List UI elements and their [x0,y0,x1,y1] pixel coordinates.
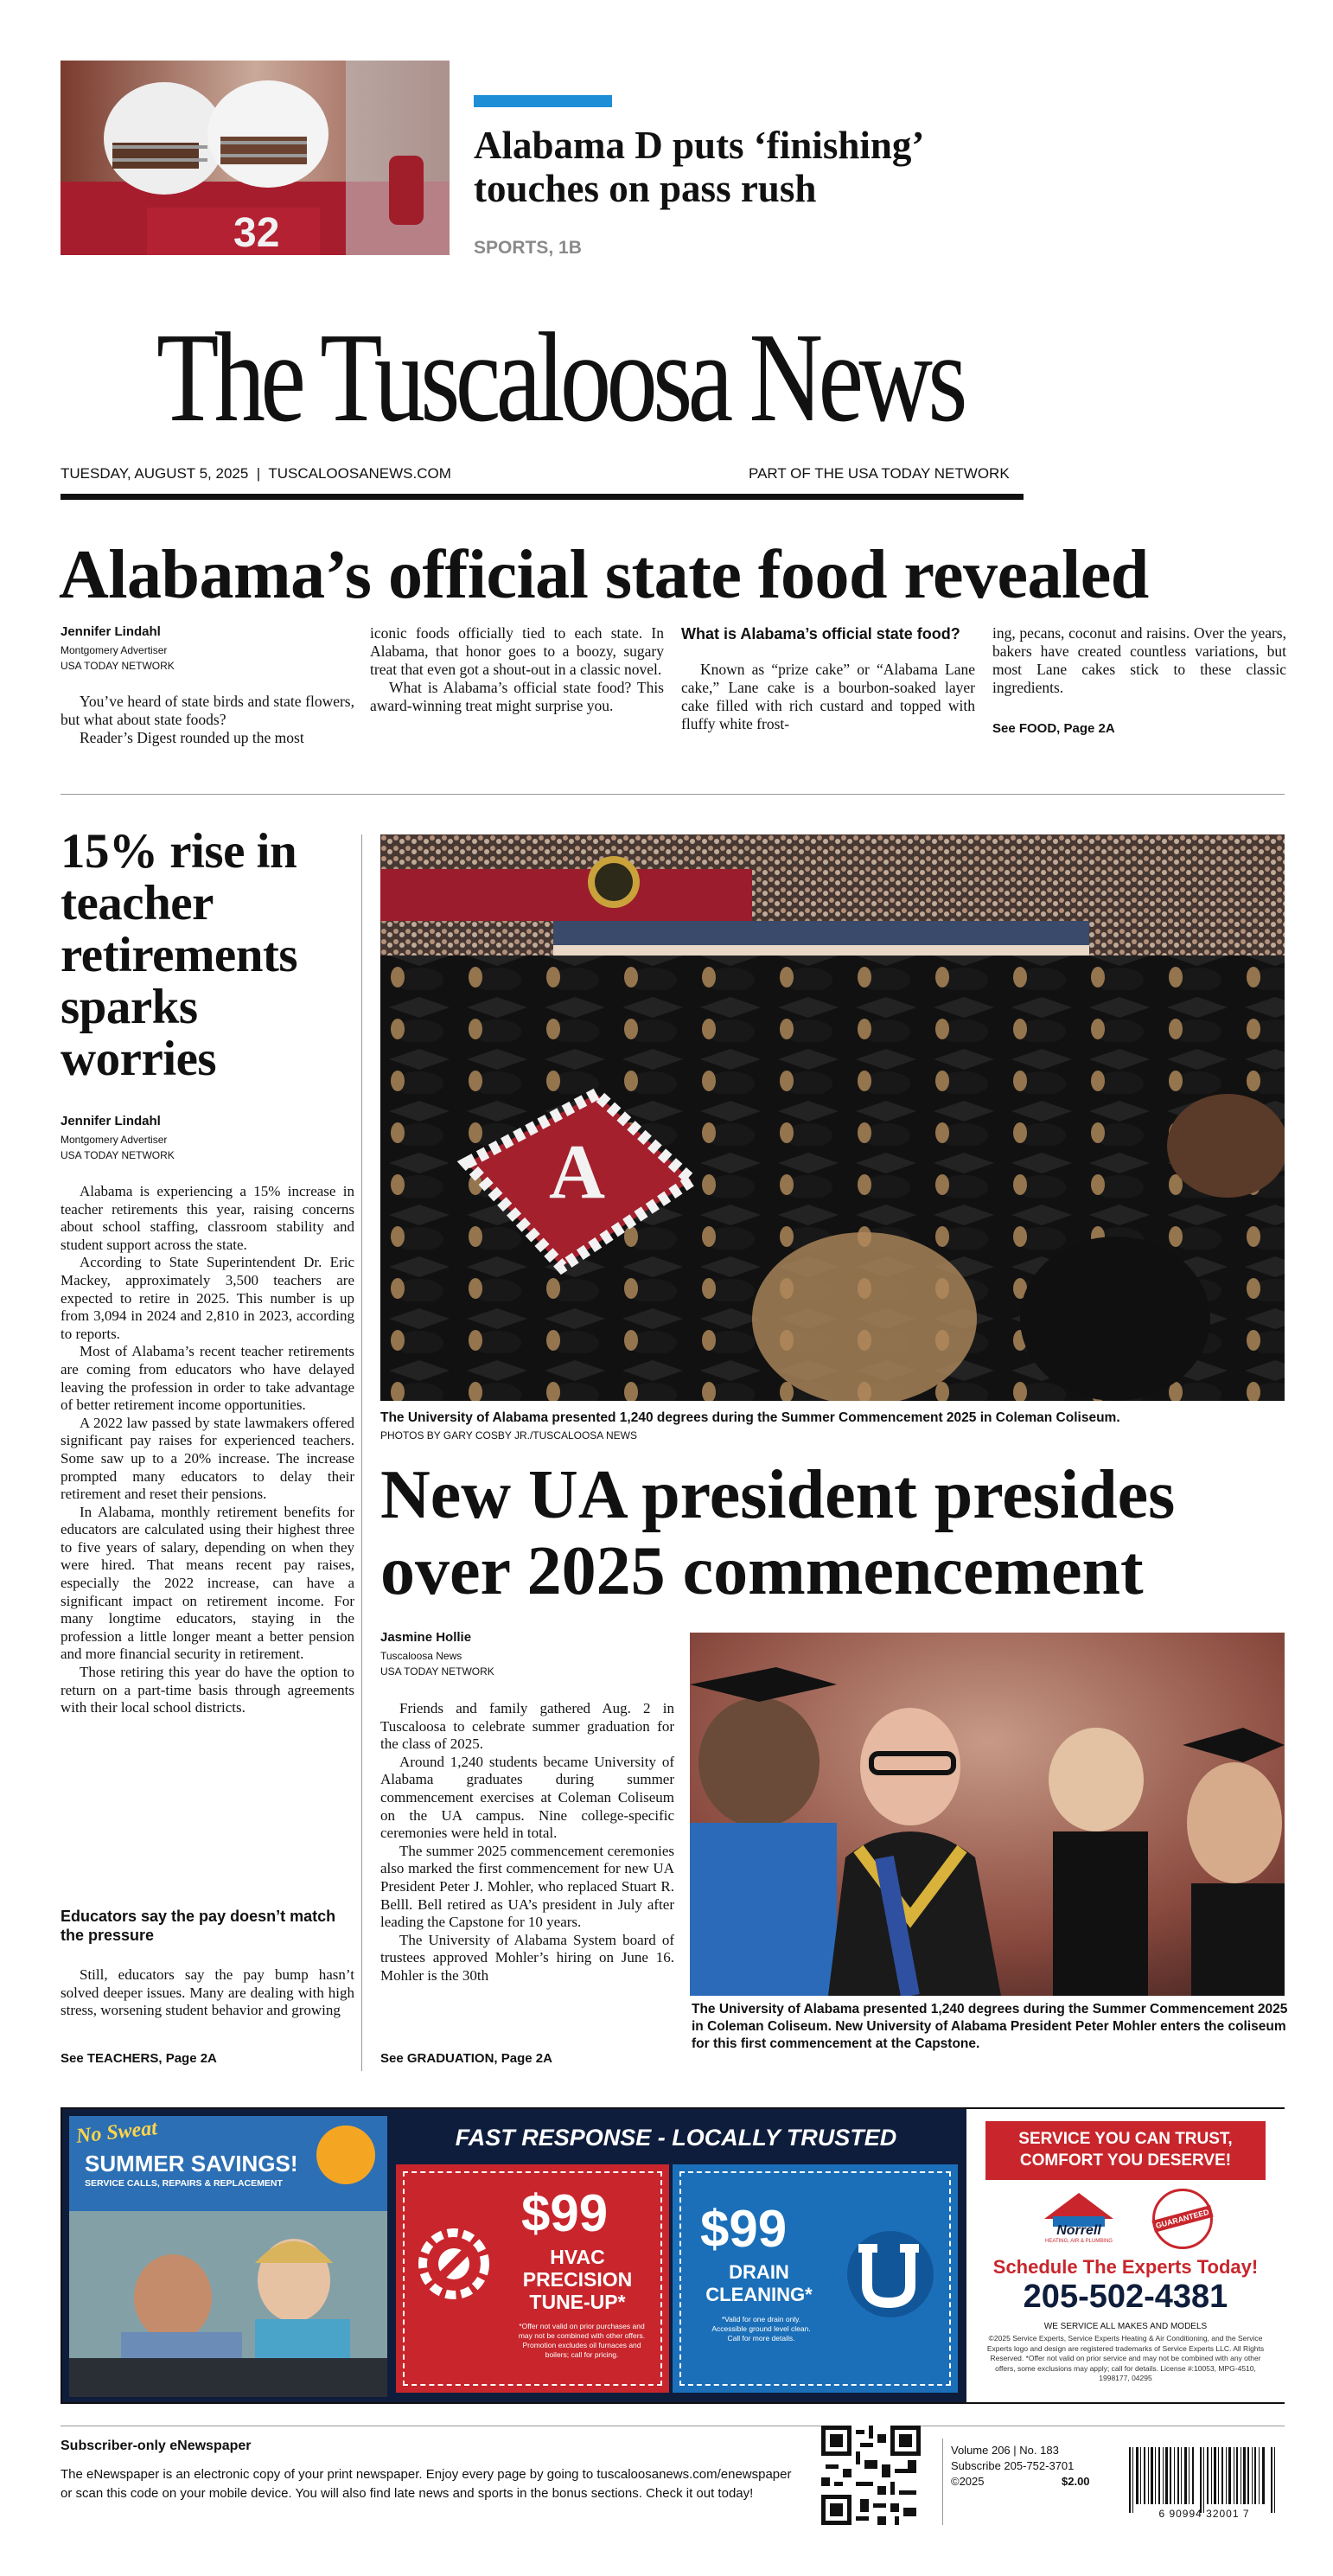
commencement-body [380,1700,674,1985]
teacher-author: Jennifer Lindahl [61,1114,161,1128]
masthead-date-site: TUESDAY, AUGUST 5, 2025 | TUSCALOOSANEWS.COM [61,465,451,482]
footer-volume: Volume 206 | No. 183 [951,2444,1059,2457]
ad-no-sweat: No Sweat [74,2117,159,2148]
president-photo-caption: The University of Alabama presented 1,240 degrees during the Summer Commencement 2025 in Coleman Coliseum. New University of Alabama President Peter Mohler enters the coliseum for this first commencement at the Capstone. [692,2002,1288,2051]
lead-network: USA TODAY NETWORK [61,660,175,672]
teacher-body [61,1183,354,1717]
teacher-network: USA TODAY NETWORK [61,1149,175,1161]
commencement-jump-link[interactable]: See GRADUATION, Page 2A [380,2051,552,2066]
ad-offer2-price: $99 [700,2200,788,2258]
president-photo[interactable] [690,1633,1285,1996]
paragraph: According to State Superintendent Dr. Eric Mackey, approximately 3,500 teachers are expected to retire in 2025. This number is up from 3,094 in 2024 and 2,810 in 2023, according to reports. [61,1254,354,1342]
paragraph: Alabama is experiencing a 15% increase in teacher retirements this year, raising concerns about school staffing, classroom stability and student support across the state. [61,1183,354,1253]
teacher-headline-line: retirements [61,928,298,982]
footer-price: $2.00 [1062,2475,1090,2488]
lead-col-2 [370,624,664,715]
ad-summer-savings: SUMMER SAVINGS! [85,2151,298,2176]
column-divider [361,834,362,2071]
teaser-headline[interactable] [474,124,1010,210]
paragraph: iconic foods officially tied to each state. In Alabama, that honor goes to a boozy, sugary treat that even got a shout-out in a classic novel. [370,624,664,678]
ad-offer1-line1: HVAC [550,2246,605,2268]
teacher-jump-link[interactable]: See TEACHERS, Page 2A [61,2051,217,2066]
section-divider [61,794,1285,795]
paragraph: A 2022 law passed by state lawmakers offered significant pay raises for experienced teachers. Some saw up to a 20% increase. The increase prompted many educators to delay their retirement and reset their pensions. [61,1414,354,1503]
footer-text: The eNewspaper is an electronic copy of your print newspaper. Enjoy every page by going to tuscaloosanews.com/enewspaper or scan this code on your mobile device. You will also find late news and sports in the bonus sections. Check it out today! [61,2467,792,2501]
lead-subhead: What is Alabama’s official state food? [681,625,960,642]
ad-schedule: Schedule The Experts Today! [992,2256,1259,2278]
lead-col-1 [61,624,354,747]
ad-offer-drain[interactable] [673,2164,958,2393]
ad-seal-text: GUARANTEED [1152,2205,1214,2233]
ad-legal: ©2025 Service Experts, Service Experts Heating & Air Conditioning, and the Service Experts logo and design are registered trademarks of Service Experts LLC. All Rights Reserved. *Offer not valid on prior service and may not be combined with any other offers, some exclusions may apply; call for details. License #:10053, MPG-4510, 1998177, 04295 [986,2334,1265,2382]
teacher-headline[interactable] [61,826,359,1085]
ad-image-panel [69,2116,387,2397]
ad-offer-hvac[interactable] [396,2164,669,2393]
barcode [1124,2447,1285,2525]
teaser-section[interactable]: SPORTS, 1B [474,238,582,258]
paragraph: What is Alabama’s official state food? This award-winning treat might surprise you. [370,679,664,714]
lead-jump-link[interactable]: See FOOD, Page 2A [992,721,1115,736]
teaser-photo[interactable] [61,61,450,255]
footer-title: Subscriber-only eNewspaper [61,2439,252,2453]
lead-col-3 [681,624,975,733]
teaser-accent-bar [474,95,612,107]
barcode-number: 6 90994 32001 7 [1158,2508,1250,2520]
paragraph: Still, educators say the pay bump hasn’t solved deeper issues. Many are dealing with high stress, worsening student behavior and growing [61,1966,354,2019]
masthead-title[interactable]: The Tuscaloosa News [156,307,963,449]
teaser-headline-line2: touches on pass rush [474,167,817,210]
commencement-headline-line2: over 2025 commencement [380,1533,1144,1609]
svg-text:A: A [549,1129,605,1215]
ad-offer2-line1: DRAIN [729,2261,789,2283]
footer-divider [942,2439,943,2525]
ad-logo-sub: HEATING, AIR & PLUMBING [1045,2239,1113,2244]
paragraph: The University of Alabama System board of trustees approved Mohler’s hiring on June 16. Mohler is the 30th [380,1931,674,1984]
ad-offer2-line2: CLEANING* [705,2284,813,2305]
main-photo-caption: The University of Alabama presented 1,240 degrees during the Summer Commencement 2025 in Coleman Coliseum. [380,1410,1120,1425]
svg-text:32: 32 [233,210,280,255]
ad-offer1-line3: TUNE-UP* [529,2291,626,2313]
ad-summer-sub: SERVICE CALLS, REPAIRS & REPLACEMENT [85,2178,283,2189]
paragraph: Most of Alabama’s recent teacher retirements are coming from educators who have delayed leaving the profession in order to take advantage of better retirement income opportunities. [61,1343,354,1414]
commencement-author: Jasmine Hollie [380,1630,472,1645]
ad-logo-name: Norrell [1056,2223,1101,2238]
lead-headline[interactable]: Alabama’s official state food revealed [59,537,1149,613]
commencement-network: USA TODAY NETWORK [380,1665,494,1678]
commencement-outlet: Tuscaloosa News [380,1650,462,1662]
ad-banner: FAST RESPONSE - LOCALLY TRUSTED [455,2125,897,2151]
teacher-byline [61,1114,354,1163]
paragraph: Friends and family gathered Aug. 2 in Tuscaloosa to celebrate summer graduation for the class of 2025. [380,1700,674,1753]
ad-offer2-fine: *Valid for one drain only. Accessible ground level clean. Call for more details. [711,2315,811,2343]
commencement-byline [380,1630,674,1679]
paragraph: Known as “prize cake” or “Alabama Lane cake,” Lane cake is a bourbon-soaked layer cake filled with rich custard and topped with fluffy white frost- [681,661,975,732]
masthead-rule [61,494,1024,500]
ad-guarantee-seal [1152,2189,1213,2249]
teacher-headline-line: 15% rise in [61,824,297,879]
ad-trust: SERVICE YOU CAN TRUST, COMFORT YOU DESERVE! [985,2121,1266,2180]
paragraph: Those retiring this year do have the option to return on a part-time basis through agreements with their local school districts. [61,1664,354,1716]
lead-col3-text [681,661,975,733]
paragraph: Around 1,240 students became University of Alabama graduates during summer commencement exercises at Coleman Coliseum on the UA campus. Nine college-specific ceremonies were held in total. [380,1753,674,1842]
teacher-body-2 [61,1966,354,2020]
ad-phone[interactable]: 205-502-4381 [1023,2279,1228,2315]
footer-subscribe: Subscribe 205-752-3701 [951,2459,1075,2472]
ad-contact-panel[interactable] [966,2109,1285,2402]
lead-outlet: Montgomery Advertiser [61,644,168,656]
ad-makes: WE SERVICE ALL MAKES AND MODELS [1043,2322,1208,2331]
paragraph: In Alabama, monthly retirement benefits for educators are calculated using their highest three to five years of salary, depending on when they were hired. That means recent pay raises, especially the 2022 increase, can have a significant impact on retirement income. For many longtime educators, staying in the profession a little longer meant a better pension and more financial security in retirement. [61,1503,354,1663]
paragraph: You’ve heard of state birds and state flowers, but what about state foods? [61,693,354,728]
lead-col4-text [992,624,1286,697]
gear-wrench-icon [415,2225,493,2303]
drain-pipe-icon [841,2225,941,2324]
commencement-headline-line1: New UA president presides [380,1457,1176,1533]
commencement-main-photo[interactable] [380,834,1285,1401]
lead-col1-text [61,693,354,747]
advertisement[interactable] [61,2107,1285,2404]
commencement-headline[interactable] [380,1457,1297,1609]
paragraph: Reader’s Digest rounded up the most [80,729,304,746]
ad-offer1-line2: PRECISION [522,2268,633,2291]
footer-year: ©2025 [951,2475,985,2488]
photo-credit: PHOTOS BY GARY COSBY JR./TUSCALOOSA NEWS [380,1429,637,1441]
ad-logo [1036,2189,1122,2249]
ad-offer1-price: $99 [521,2184,609,2242]
teacher-headline-line: teacher [61,876,214,930]
lead-col-4 [992,624,1286,736]
paragraph: ing, pecans, coconut and raisins. Over the years, bakers have created countless variations, but most Lane cakes stick to these classic ingredients. [992,624,1286,696]
teaser-headline-line1: Alabama D puts ‘finishing’ [474,124,925,167]
teacher-headline-line: worries [61,1032,217,1086]
teacher-outlet: Montgomery Advertiser [61,1134,168,1146]
masthead-network: PART OF THE USA TODAY NETWORK [749,465,1010,482]
lead-author: Jennifer Lindahl [61,624,161,639]
ad-offer1-fine: *Offer not valid on prior purchases and may not be combined with other offers. Promotion excludes oil furnaces and boilers; call for pricing. [518,2322,646,2359]
qr-code[interactable] [821,2426,921,2525]
teacher-headline-line: sparks [61,980,198,1034]
teacher-subhead: Educators say the pay doesn’t match the pressure [61,1908,336,1944]
paragraph: The summer 2025 commencement ceremonies also marked the first commencement for new UA President Peter J. Mohler, who replaced Stuart R. Belll. Bell retired as UA’s president in July after leading the Capstone for 10 years. [380,1842,674,1931]
